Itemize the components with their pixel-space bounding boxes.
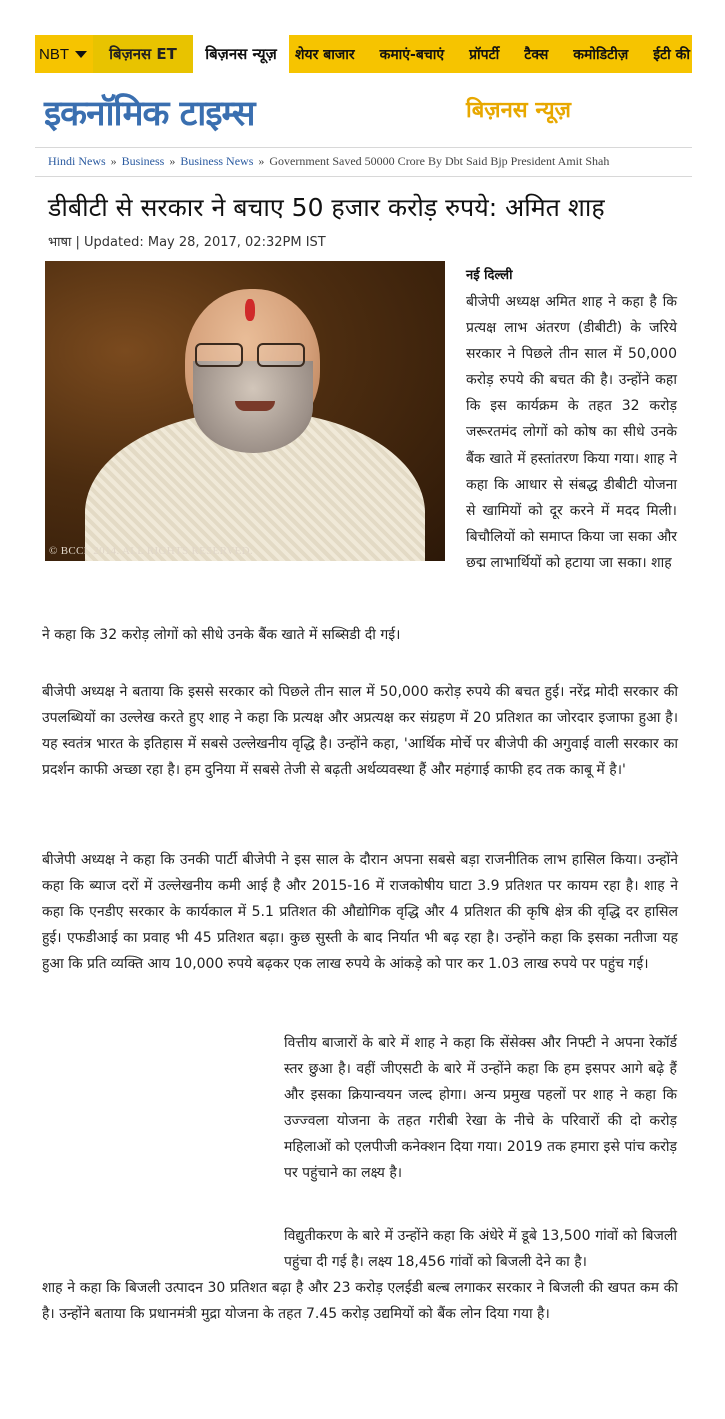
article-paragraph-4: वित्तीय बाजारों के बारे में शाह ने कहा कि सेंसेक्स और निफ्टी ने अपना रेकॉर्ड स्तर छुआ है। वहीं जीएसटी के बारे में उन्होंने कहा कि हम इसपर आगे बढ़े हैं और इसका क्रियान्वयन जल्द होगा। अन्य प्रमुख पहलों पर शाह ने कहा कि उज्ज्वला योजना के तहत गरीबी रेखा के नीचे के परिवारों की दो करोड़ महिलाओं को एलपीजी कनेक्शन दिया गया। 2019 तक हमारा इसे पांच करोड़ पर पहुंचाने का लक्ष्य है।	[284, 1035, 677, 1182]
section-title[interactable]: बिज़नस न्यूज़	[466, 98, 571, 123]
nbt-label: NBT	[39, 45, 69, 63]
nav-item-commodities[interactable]: कमोडिटीज़	[573, 46, 629, 63]
photo-mouth	[235, 401, 275, 411]
photo-glasses	[195, 343, 309, 365]
article-paragraph-2: बीजेपी अध्यक्ष ने बताया कि इससे सरकार को पिछले तीन साल में 50,000 करोड़ रुपये की बचत हुई। नरेंद्र मोदी सरकार की उपलब्धियों का उल्लेख करते हुए शाह ने कहा कि प्रत्यक्ष और अप्रत्यक्ष कर संग्रहण में 20 प्रतिशत का जोरदार इजाफा हुआ है। यह स्वतंत्र भारत के इतिहास में सबसे उल्लेखनीय वृद्धि है। उन्होंने कहा, 'आर्थिक मोर्चे पर बीजेपी की अगुवाई वाली सरकार का प्रदर्शन काफी अच्छा रहा है। हम दुनिया में सबसे तेजी से बढ़ती अर्थव्यवस्था हैं और महंगाई काफी हद तक काबू में है।'	[42, 684, 678, 779]
breadcrumb	[48, 154, 609, 169]
breadcrumb-business[interactable]: Business	[121, 154, 165, 168]
top-nav	[35, 35, 692, 73]
breadcrumb-business-news[interactable]: Business News	[180, 154, 254, 168]
breadcrumb-separator: »	[169, 154, 176, 168]
site-logo[interactable]: इकनॉमिक टाइम्स	[44, 94, 255, 134]
photo-tilak	[245, 299, 255, 321]
breadcrumb-current: Government Saved 50000 Crore By Dbt Said Bjp President Amit Shah	[269, 154, 610, 168]
dropdown-arrow-icon	[75, 51, 87, 58]
nbt-menu-button[interactable]	[35, 35, 93, 73]
breadcrumb-hindi-news[interactable]: Hindi News	[48, 154, 106, 168]
article-paragraph-5: विद्युतीकरण के बारे में उन्होंने कहा कि अंधेरे में डूबे 13,500 गांवों को बिजली पहुंचा दी गई है। लक्ष्य 18,456 गांवों को बिजली देने का है।	[284, 1228, 677, 1271]
nav-business-et[interactable]: बिज़नस ET	[93, 35, 193, 73]
divider	[35, 147, 692, 148]
nav-item-share-bazaar[interactable]: शेयर बाजार	[295, 46, 355, 63]
nav-item-property[interactable]: प्रॉपर्टी	[469, 46, 500, 63]
article-paragraph-3: बीजेपी अध्यक्ष ने कहा कि उनकी पार्टी बीजेपी ने इस साल के दौरान अपना सबसे बड़ा राजनीतिक लाभ हासिल किया। उन्होंने कहा कि ब्याज दरों में उल्लेखनीय कमी आई है और 2015-16 में राजकोषीय घाटा 3.9 प्रतिशत पर कायम रहा है। शाह ने कहा कि एनडीए सरकार के कार्यकाल में 5.1 प्रतिशत की औद्योगिक वृद्धि और 4 प्रतिशत की कृषि क्षेत्र की वृद्धि दर हासिल हुई। एफडीआई का प्रवाह भी 45 प्रतिशत बढ़ा। कुछ सुस्ती के बाद निर्यात भी बढ़ रहा है। उन्होंने कहा कि इसका नतीजा यह हुआ कि प्रति व्यक्ति आय 10,000 रुपये बढ़कर एक लाख रुपये के आंकड़े को पार कर 1.03 लाख रुपये पर पहुंच गई।	[42, 852, 678, 973]
article-photo	[45, 261, 445, 561]
article-paragraph-1-cont: ने कहा कि 32 करोड़ लोगों को सीधे उनके बैंक खाते में सब्सिडी दी गई।	[42, 627, 401, 643]
nav-item-et-ki[interactable]: ईटी की	[653, 46, 690, 63]
breadcrumb-separator: »	[110, 154, 117, 168]
article-byline: भाषा | Updated: May 28, 2017, 02:32PM IST	[48, 235, 326, 250]
article-paragraph-1: बीजेपी अध्यक्ष अमित शाह ने कहा है कि प्रत्यक्ष लाभ अंतरण (डीबीटी) के जरिये सरकार ने पिछले तीन साल में 50,000 करोड़ रुपये की बचत की है। उन्होंने कहा कि इस कार्यक्रम के तहत 32 करोड़ जरूरतमंद लोगों को कोष का सीधे उनके बैंक खाते में हस्तांतरण किया गया। शाह ने कहा कि आधार से संबद्ध डीबीटी योजना से खामियों को दूर करने में मदद मिली। बिचौलियों को समाप्त किया जा सका और छद्म लाभार्थियों को हटाया जा सका। शाह	[466, 294, 677, 571]
nav-item-kamaye-bachaye[interactable]: कमाएं-बचाएं	[379, 46, 445, 63]
nav-items	[289, 35, 692, 73]
breadcrumb-separator: »	[258, 154, 265, 168]
article-paragraph-5-cont: शाह ने कहा कि बिजली उत्पादन 30 प्रतिशत बढ़ा है और 23 करोड़ एलईडी बल्ब लगाकर सरकार ने बिजली की खपत कम की है। उन्होंने बताया कि प्रधानमंत्री मुद्रा योजना के तहत 7.45 करोड़ उद्यमियों को बैंक लोन दिया गया है।	[42, 1280, 678, 1323]
photo-credit: © BCCL 2014. ALL RIGHTS RESERVED.	[49, 545, 253, 557]
nav-item-tax[interactable]: टैक्स	[524, 46, 549, 63]
article-dateline: नई दिल्ली	[466, 268, 513, 283]
nav-business-news[interactable]: बिज़नस न्यूज़	[193, 35, 289, 73]
divider	[35, 176, 692, 177]
article-headline: डीबीटी से सरकार ने बचाए 50 हजार करोड़ रुपये: अमित शाह	[48, 193, 605, 222]
